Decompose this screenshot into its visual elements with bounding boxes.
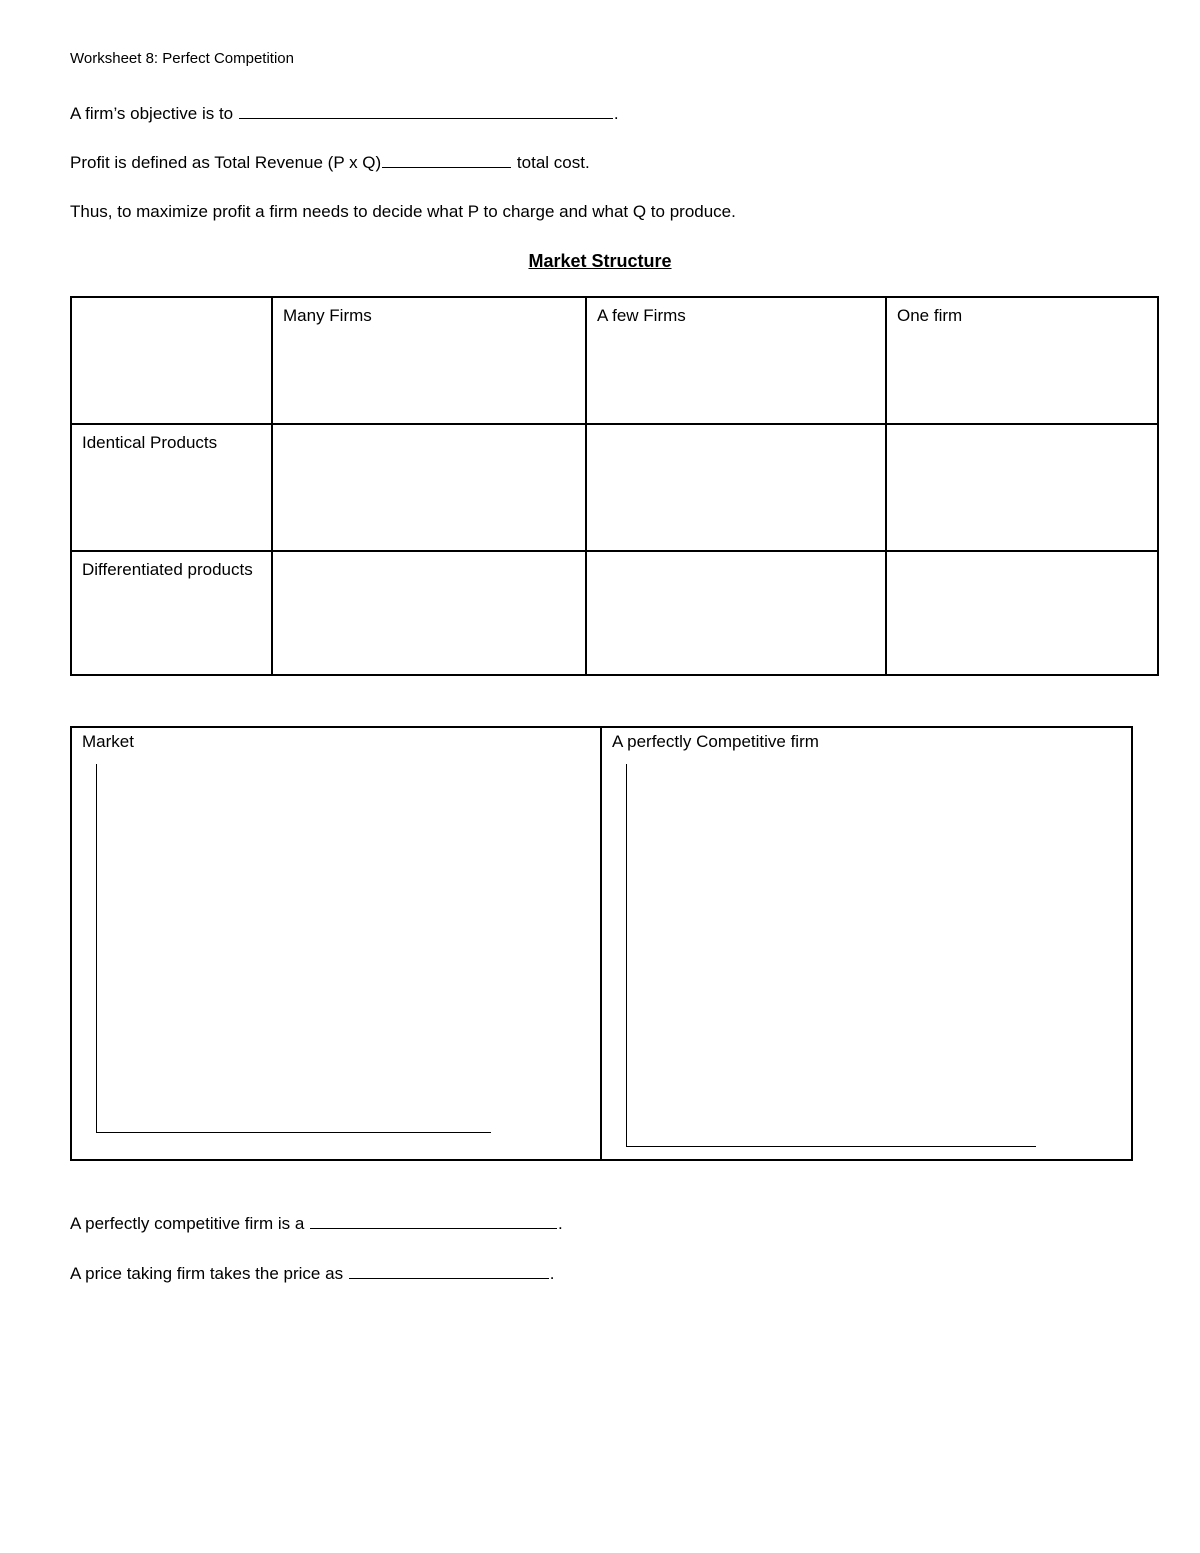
q1-blank[interactable] <box>310 1212 557 1229</box>
objective-line <box>70 102 619 124</box>
profit-blank[interactable] <box>382 151 511 168</box>
thus-line: Thus, to maximize profit a firm needs to decide what P to charge and what Q to produce. <box>70 202 736 221</box>
answer-cell[interactable] <box>586 551 886 675</box>
q2-suffix: . <box>549 1264 555 1283</box>
market-graph-panel[interactable] <box>72 728 602 1159</box>
table-header-row <box>71 297 1158 424</box>
price-as-question <box>70 1262 555 1284</box>
firm-graph-panel[interactable] <box>602 728 1131 1159</box>
profit-line <box>70 151 590 173</box>
answer-cell[interactable] <box>886 424 1158 551</box>
market-structure-table <box>70 296 1159 676</box>
row-label-identical-products: Identical Products <box>71 424 272 551</box>
row-label-differentiated-products: Differentiated products <box>71 551 272 675</box>
profit-prefix: Profit is defined as Total Revenue (P x Q) <box>70 153 382 172</box>
firm-graph-label: A perfectly Competitive firm <box>612 732 819 751</box>
table-row <box>71 551 1158 675</box>
objective-blank[interactable] <box>239 102 613 119</box>
market-graph-label: Market <box>82 732 134 751</box>
answer-cell[interactable] <box>886 551 1158 675</box>
worksheet-title: Worksheet 8: Perfect Competition <box>70 50 294 67</box>
graph-panels <box>70 726 1133 1161</box>
firm-x-axis <box>626 1146 1036 1147</box>
table-row <box>71 424 1158 551</box>
answer-cell[interactable] <box>272 424 586 551</box>
answer-cell[interactable] <box>272 551 586 675</box>
objective-suffix: . <box>613 104 619 123</box>
price-taker-question <box>70 1212 563 1234</box>
objective-prefix: A firm’s objective is to <box>70 104 238 123</box>
firm-y-axis <box>626 764 627 1147</box>
q2-blank[interactable] <box>349 1262 549 1279</box>
table-corner-cell <box>71 297 272 424</box>
q2-prefix: A price taking firm takes the price as <box>70 1264 348 1283</box>
market-y-axis <box>96 764 97 1133</box>
market-x-axis <box>96 1132 491 1133</box>
market-structure-heading: Market Structure <box>528 251 672 271</box>
q1-prefix: A perfectly competitive firm is a <box>70 1214 310 1233</box>
column-header-many-firms: Many Firms <box>272 297 586 424</box>
column-header-one-firm: One firm <box>886 297 1158 424</box>
answer-cell[interactable] <box>586 424 886 551</box>
q1-suffix: . <box>558 1214 563 1233</box>
column-header-few-firms: A few Firms <box>586 297 886 424</box>
profit-suffix: total cost. <box>512 153 590 172</box>
